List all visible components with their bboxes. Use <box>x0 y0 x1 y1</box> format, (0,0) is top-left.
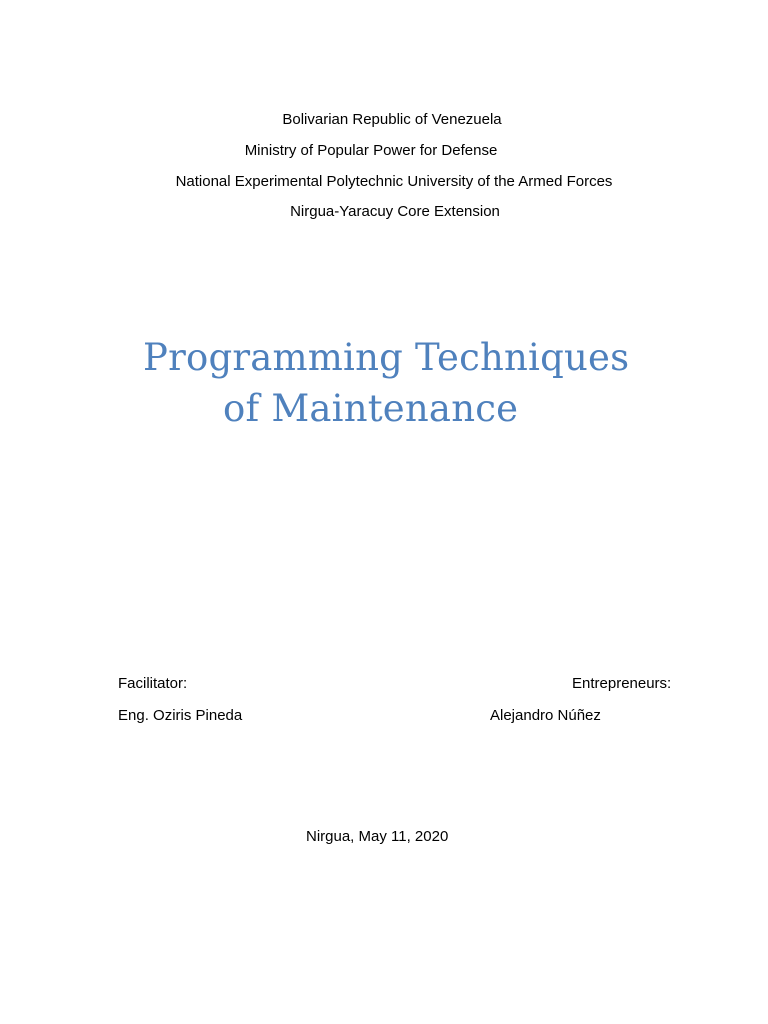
entrepreneurs-label: Entrepreneurs: <box>572 675 672 692</box>
document-title-line-2: of Maintenance <box>223 387 519 430</box>
header-extension: Nirgua-Yaracuy Core Extension <box>290 203 500 220</box>
facilitator-name: Eng. Oziris Pineda <box>118 707 243 724</box>
facilitator-label: Facilitator: <box>118 675 188 692</box>
document-title-line-1: Programming Techniques <box>143 336 630 379</box>
place-and-date: Nirgua, May 11, 2020 <box>306 828 449 845</box>
entrepreneurs-name: Alejandro Núñez <box>490 707 601 724</box>
header-country: Bolivarian Republic of Venezuela <box>282 111 502 128</box>
header-university: National Experimental Polytechnic University of the Armed Forces <box>175 173 613 190</box>
header-ministry: Ministry of Popular Power for Defense <box>244 142 498 159</box>
